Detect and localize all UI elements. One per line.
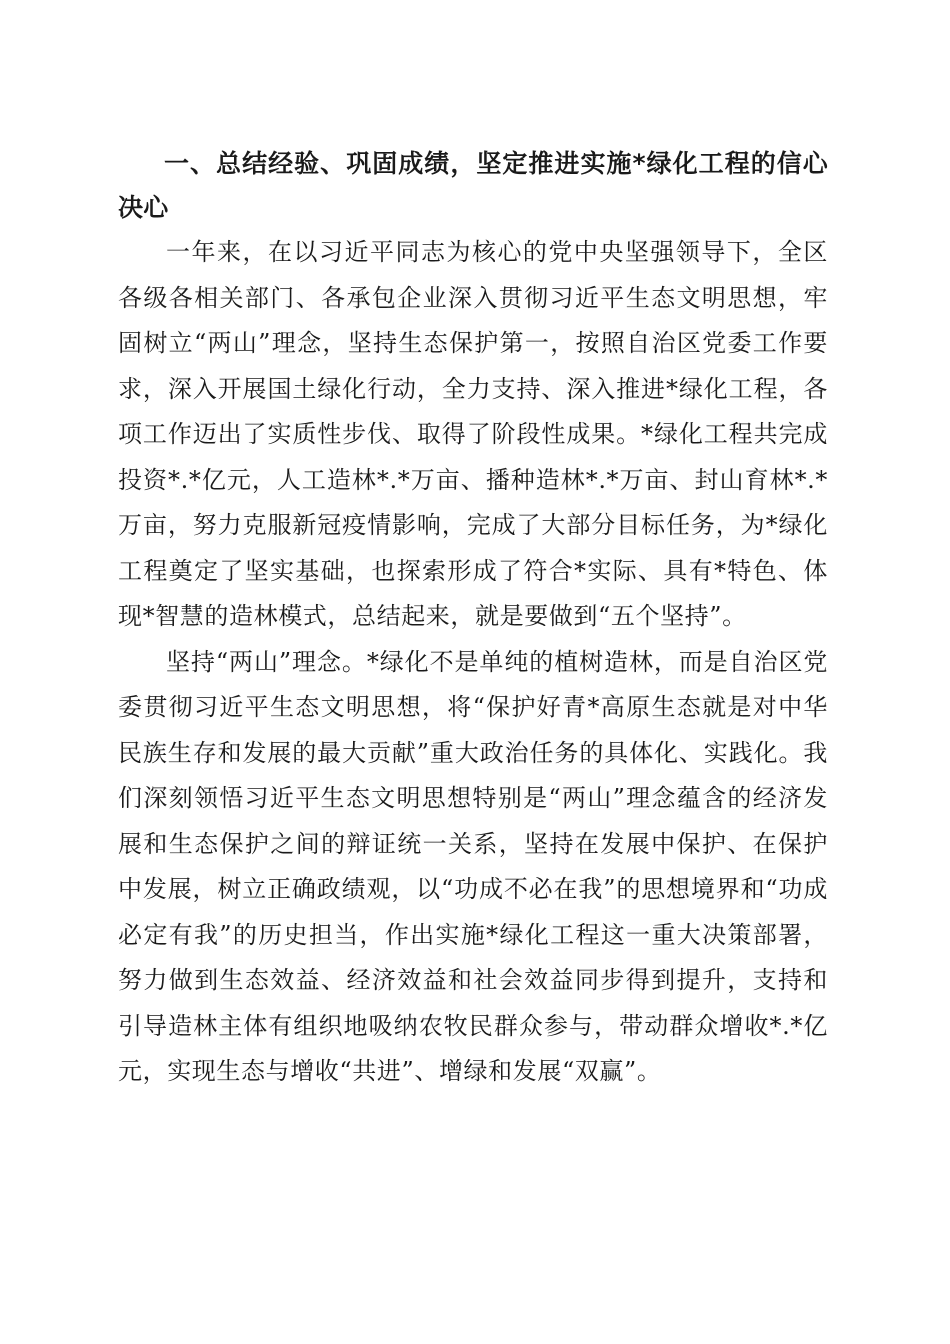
document-body <box>118 142 828 1095</box>
paragraph-two-mountains: 坚持“两山”理念。*绿化不是单纯的植树造林，而是自治区党委贯彻习近平生态文明思想，将“保护好青*高原生态就是对中华民族生存和发展的最大贡献”重大政治任务的具体化、实践化。我们深刻领悟习近平生态文明思想特别是“两山”理念蕴含的经济发展和生态保护之间的辩证统一关系，坚持在发展中保护、在保护中发展，树立正确政绩观，以“功成不必在我”的思想境界和“功成必定有我”的历史担当，作出实施*绿化工程这一重大决策部署，努力做到生态效益、经济效益和社会效益同步得到提升，支持和引导造林主体有组织地吸纳农牧民群众参与，带动群众增收*.*亿元，实现生态与增收“共进”、增绿和发展“双赢”。 <box>118 647 828 1085</box>
section-heading: 一、总结经验、巩固成绩，坚定推进实施*绿化工程的信心决心 <box>118 149 828 222</box>
paragraph-summary: 一年来，在以习近平同志为核心的党中央坚强领导下，全区各级各相关部门、各承包企业深入贯彻习近平生态文明思想，牢固树立“两山”理念，坚持生态保护第一，按照自治区党委工作要求，深入开展国土绿化行动，全力支持、深入推进*绿化工程，各项工作迈出了实质性步伐、取得了阶段性成果。*绿化工程共完成投资*.*亿元，人工造林*.*万亩、播种造林*.*万亩、封山育林*.*万亩，努力克服新冠疫情影响，完成了大部分目标任务，为*绿化工程奠定了坚实基础，也探索形成了符合*实际、具有*特色、体现*智慧的造林模式，总结起来，就是要做到“五个坚持”。 <box>118 238 828 630</box>
